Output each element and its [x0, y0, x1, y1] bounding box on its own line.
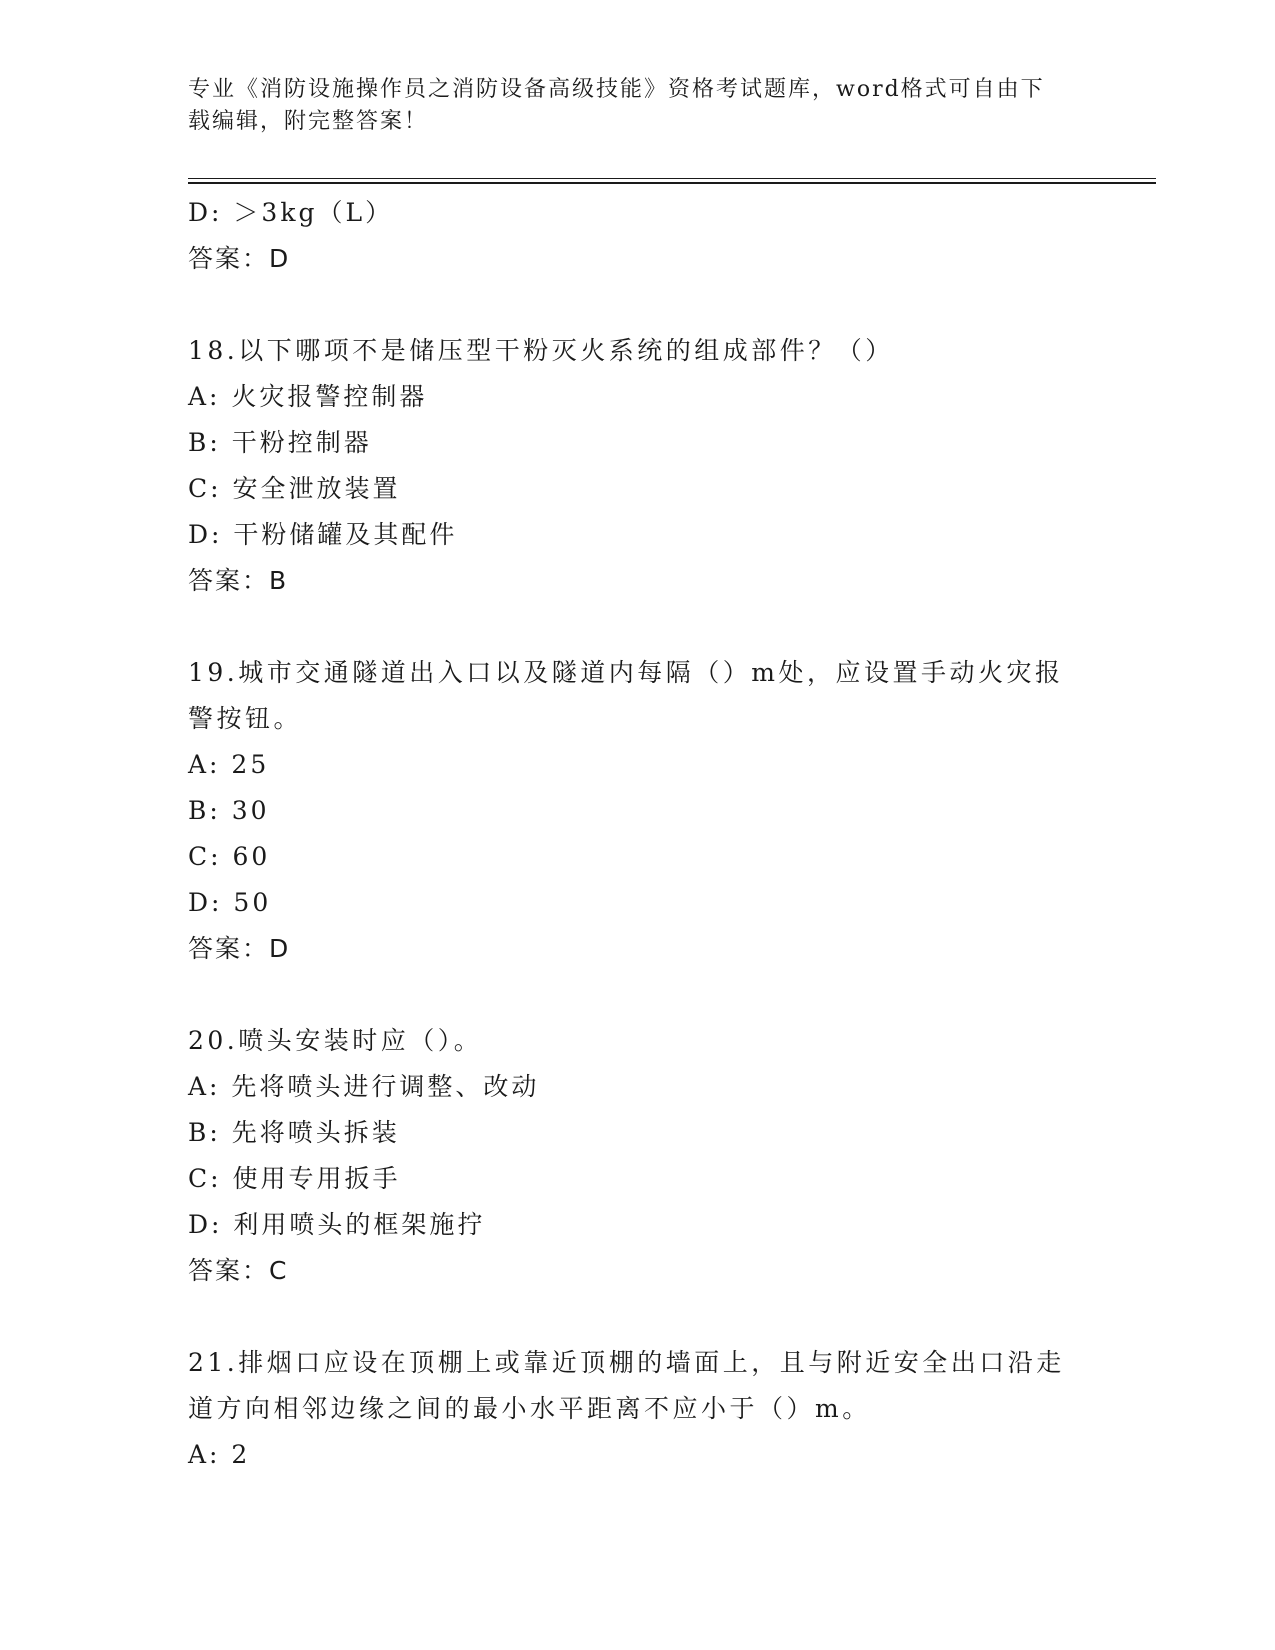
question-19 — [188, 650, 1088, 972]
page-header: 专业《消防设施操作员之消防设备高级技能》资格考试题库，word格式可自由下载编辑，附完整答案！ — [188, 77, 1045, 134]
option-a: A: 25 — [188, 750, 270, 779]
header-divider-thin — [188, 178, 1156, 179]
answer: 答案：D — [188, 934, 291, 963]
answer: 答案：C — [188, 1256, 289, 1285]
option-a: A: 先将喷头进行调整、改动 — [188, 1072, 540, 1101]
question-list — [188, 190, 1088, 1478]
option-a: A: 火灾报警控制器 — [188, 382, 428, 411]
option-d: D: 干粉储罐及其配件 — [188, 520, 458, 549]
prev-answer: 答案：D — [188, 244, 291, 273]
answer: 答案：B — [188, 566, 289, 595]
option-b: B: 干粉控制器 — [188, 428, 372, 457]
option-b: B: 先将喷头拆装 — [188, 1118, 400, 1147]
option-b: B: 30 — [188, 796, 270, 825]
option-d: D: 50 — [188, 888, 272, 917]
option-c: C: 安全泄放装置 — [188, 474, 401, 503]
question-text: 19.城市交通隧道出入口以及隧道内每隔（）m处，应设置手动火灾报警按钮。 — [188, 658, 1064, 733]
question-20 — [188, 1018, 1088, 1294]
question-text: 21.排烟口应设在顶棚上或靠近顶棚的墙面上，且与附近安全出口沿走道方向相邻边缘之间的最小水平距离不应小于（）m。 — [188, 1348, 1065, 1423]
question-text: 18.以下哪项不是储压型干粉灭火系统的组成部件？（） — [188, 336, 894, 365]
prev-option-d: D: ＞3kg（L） — [188, 198, 394, 227]
question-text: 20.喷头安装时应（）。 — [188, 1026, 483, 1055]
option-c: C: 使用专用扳手 — [188, 1164, 401, 1193]
option-a: A: 2 — [188, 1440, 251, 1469]
question-18 — [188, 328, 1088, 604]
option-d: D: 利用喷头的框架施拧 — [188, 1210, 486, 1239]
question-21 — [188, 1340, 1088, 1478]
header-divider-thick — [188, 182, 1156, 184]
option-c: C: 60 — [188, 842, 271, 871]
